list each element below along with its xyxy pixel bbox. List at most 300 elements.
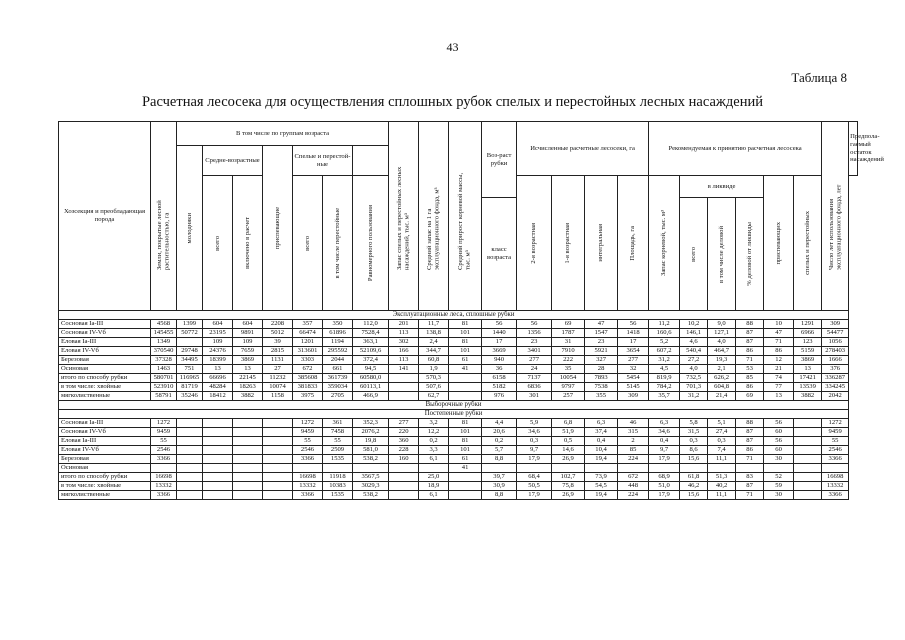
header-hozsection: Хозсекция и преобладающая порода (59, 122, 151, 311)
table-cell (794, 428, 822, 437)
table-cell: 51,3 (708, 473, 736, 482)
table-cell: 112,0 (353, 320, 389, 329)
table-cell (419, 464, 449, 473)
table-cell: 13 (794, 365, 822, 374)
table-cell: 309 (618, 392, 649, 401)
table-cell: 27,4 (708, 428, 736, 437)
table-cell: 31 (552, 338, 585, 347)
table-cell (449, 374, 482, 383)
table-cell: 12,2 (419, 428, 449, 437)
table-cell: 751 (177, 365, 203, 374)
table-cell (233, 428, 263, 437)
table-body (59, 311, 858, 500)
table-cell: 313601 (293, 347, 323, 356)
table-cell: 2546 (151, 446, 177, 455)
table-cell: 48284 (203, 383, 233, 392)
table-cell: 295592 (323, 347, 353, 356)
table-cell: 376 (822, 365, 849, 374)
table-cell: 11,2 (649, 320, 680, 329)
table-cell: 50772 (177, 329, 203, 338)
table-cell: 360 (389, 437, 419, 446)
table-row (59, 464, 858, 473)
table-cell: 3669 (482, 347, 517, 356)
table-cell: 201 (389, 320, 419, 329)
row-label: Березовая (59, 455, 151, 464)
table-cell: 4,0 (680, 365, 708, 374)
table-cell: 56 (482, 320, 517, 329)
table-cell (177, 482, 203, 491)
table-row (59, 473, 858, 482)
table-cell: 9,0 (708, 320, 736, 329)
table-cell: 10,4 (585, 446, 618, 455)
table-cell: 6,1 (419, 455, 449, 464)
table-cell: 363,1 (353, 338, 389, 347)
table-cell: 277 (389, 419, 419, 428)
table-cell (233, 419, 263, 428)
table-cell: 32 (618, 365, 649, 374)
table-cell: 385608 (293, 374, 323, 383)
table-cell: 309 (822, 320, 849, 329)
table-row (59, 437, 858, 446)
table-cell (708, 464, 736, 473)
table-cell: 12 (764, 356, 794, 365)
table-cell: 88 (736, 320, 764, 329)
header-liquid: в ликвиде (680, 176, 764, 198)
table-cell: 109 (203, 338, 233, 347)
table-cell: 20,6 (482, 428, 517, 437)
table-cell: 464,7 (708, 347, 736, 356)
table-cell: 4,6 (680, 338, 708, 347)
table-cell (794, 455, 822, 464)
table-cell (794, 419, 822, 428)
table-cell: 0,2 (419, 437, 449, 446)
table-cell: 976 (482, 392, 517, 401)
table-cell: 52 (764, 473, 794, 482)
table-row (59, 482, 858, 491)
header-stock: Запас спелых и перестойных лесных насаждений, тыс. м³ (389, 122, 419, 311)
table-cell: 25,0 (419, 473, 449, 482)
table-cell: 60 (764, 428, 794, 437)
table-cell: 52109,6 (353, 347, 389, 356)
table-cell (794, 464, 822, 473)
table-cell: 507,6 (419, 383, 449, 392)
table-cell: 109 (233, 338, 263, 347)
table-cell: 81719 (177, 383, 203, 392)
header-young: молодняки (177, 146, 203, 311)
table-cell: 74 (764, 374, 794, 383)
row-label: итого по способу рубки (59, 473, 151, 482)
table-cell: 87 (736, 482, 764, 491)
table-cell: 0,4 (649, 437, 680, 446)
table-cell: 71 (736, 356, 764, 365)
table-cell (233, 455, 263, 464)
table-cell: 784,2 (649, 383, 680, 392)
table-cell: 61,8 (680, 473, 708, 482)
table-cell (449, 383, 482, 392)
table-cell: 5159 (794, 347, 822, 356)
table-cell (389, 482, 419, 491)
table-cell: 1349 (151, 338, 177, 347)
table-cell: 71 (764, 338, 794, 347)
table-cell: 160,6 (649, 329, 680, 338)
header-liq-business: в том числе деловой (708, 198, 736, 311)
table-cell: 8,6 (680, 446, 708, 455)
table-cell: 0,5 (552, 437, 585, 446)
table-row (59, 329, 858, 338)
row-label: Осиновая (59, 365, 151, 374)
table-cell: 31,5 (680, 428, 708, 437)
table-cell: 56 (517, 320, 552, 329)
table-cell: 58791 (151, 392, 177, 401)
table-cell: 37,4 (585, 428, 618, 437)
table-cell: 2815 (263, 347, 293, 356)
table-cell: 581,0 (353, 446, 389, 455)
table-cell: 85 (736, 374, 764, 383)
table-cell: 87 (736, 428, 764, 437)
table-cell: 7893 (585, 374, 618, 383)
table-cell: 2 (618, 437, 649, 446)
table-cell: 701,3 (680, 383, 708, 392)
table-cell (203, 437, 233, 446)
table-cell: 1440 (482, 329, 517, 338)
table-cell: 19,4 (585, 491, 618, 500)
row-label: Сосновая Ia-III (59, 320, 151, 329)
table-cell (482, 464, 517, 473)
table-cell: 17 (482, 338, 517, 347)
table-cell (389, 392, 419, 401)
header-computed: Исчисленные расчетные лесосеки, га (517, 122, 649, 176)
row-label: Сосновая IV-Vб (59, 428, 151, 437)
table-cell (794, 446, 822, 455)
table-cell: 10074 (263, 383, 293, 392)
table-cell: 1356 (517, 329, 552, 338)
table-cell: 22145 (233, 374, 263, 383)
table-cell (822, 464, 849, 473)
table-cell: 14,6 (552, 446, 585, 455)
table-row (59, 392, 858, 401)
table-cell: 2208 (263, 320, 293, 329)
table-cell: 17,9 (517, 455, 552, 464)
table-cell: 1535 (323, 491, 353, 500)
table-cell: 35 (552, 365, 585, 374)
table-cell: 7,4 (708, 446, 736, 455)
table-cell: 53 (736, 365, 764, 374)
table-cell: 31,2 (680, 392, 708, 401)
table-cell: 66696 (203, 374, 233, 383)
table-cell: 26,9 (552, 455, 585, 464)
table-cell (177, 437, 203, 446)
table-cell (233, 482, 263, 491)
table-cell: 17,9 (517, 491, 552, 500)
table-cell: 30,9 (482, 482, 517, 491)
table-cell: 59 (764, 482, 794, 491)
table-cell: 11,1 (708, 455, 736, 464)
table-cell: 6,8 (552, 419, 585, 428)
table-cell: 30 (764, 455, 794, 464)
table-cell (389, 473, 419, 482)
table-cell: 10383 (323, 482, 353, 491)
table-row (59, 491, 858, 500)
table-cell: 3654 (618, 347, 649, 356)
table-cell: 523910 (151, 383, 177, 392)
table-cell: 372,4 (353, 356, 389, 365)
table-cell (552, 464, 585, 473)
table-row (59, 428, 858, 437)
table-cell: 1399 (177, 320, 203, 329)
table-cell: 68,9 (649, 473, 680, 482)
table-cell: 141 (389, 365, 419, 374)
table-cell: 16698 (822, 473, 849, 482)
table-cell: 31,2 (649, 356, 680, 365)
row-label: мягколиственные (59, 491, 151, 500)
header-mature: Спелые и перестой-ные (293, 146, 353, 176)
table-cell: 224 (618, 455, 649, 464)
table-cell: 3,2 (419, 419, 449, 428)
table-cell: 1272 (293, 419, 323, 428)
table-cell: 1666 (822, 356, 849, 365)
table-cell: 1291 (794, 320, 822, 329)
table-cell (203, 482, 233, 491)
table-cell: 2509 (323, 446, 353, 455)
table-cell: 0,3 (517, 437, 552, 446)
table-cell (263, 446, 293, 455)
table-cell: 3366 (822, 455, 849, 464)
table-cell: 13 (233, 365, 263, 374)
table-cell: 10054 (552, 374, 585, 383)
table-cell: 16698 (293, 473, 323, 482)
table-cell: 4,4 (482, 419, 517, 428)
table-cell: 2546 (293, 446, 323, 455)
table-cell: 11,7 (419, 320, 449, 329)
table-cell: 3366 (151, 455, 177, 464)
table-cell (233, 446, 263, 455)
section-title: Эксплуатационные леса, сплошные рубки (59, 311, 849, 320)
table-cell: 626,2 (708, 374, 736, 383)
table-cell: 18263 (233, 383, 263, 392)
table-cell: 661 (323, 365, 353, 374)
table-cell: 334245 (822, 383, 849, 392)
header-rem-approaching: приспевающих (764, 176, 794, 311)
table-cell: 1201 (293, 338, 323, 347)
table-row (59, 455, 858, 464)
table-cell (203, 419, 233, 428)
table-cell: 86 (764, 347, 794, 356)
table-cell: 127,1 (708, 329, 736, 338)
section-title: Постепенные рубки (59, 410, 849, 419)
table-cell: 538,2 (353, 455, 389, 464)
section-header-row (59, 410, 858, 419)
table-cell: 17,9 (649, 491, 680, 500)
table-cell: 55 (822, 437, 849, 446)
table-cell: 1463 (151, 365, 177, 374)
table-cell: 73,9 (585, 473, 618, 482)
cutting-area-table (58, 121, 884, 500)
table-cell: 0,4 (585, 437, 618, 446)
table-cell: 6,3 (585, 419, 618, 428)
table-cell: 101 (449, 329, 482, 338)
table-cell (389, 374, 419, 383)
table-cell: 41 (449, 365, 482, 374)
table-cell (203, 473, 233, 482)
table-cell: 46,2 (680, 482, 708, 491)
table-cell: 3975 (293, 392, 323, 401)
row-label: Еловая IV-Vб (59, 446, 151, 455)
table-cell: 7659 (233, 347, 263, 356)
table-cell: 87 (736, 437, 764, 446)
table-cell: 27,2 (680, 356, 708, 365)
row-label: мягколиственные (59, 392, 151, 401)
table-cell (263, 491, 293, 500)
table-cell: 381833 (293, 383, 323, 392)
table-cell: 2042 (822, 392, 849, 401)
table-cell: 60113,1 (353, 383, 389, 392)
table-row (59, 374, 858, 383)
table-cell (794, 473, 822, 482)
table-row (59, 383, 858, 392)
table-cell: 19,8 (353, 437, 389, 446)
table-cell: 604 (203, 320, 233, 329)
table-cell (177, 464, 203, 473)
table-row (59, 320, 858, 329)
table-cell (177, 446, 203, 455)
table-cell (203, 491, 233, 500)
table-cell: 9459 (293, 428, 323, 437)
table-cell: 6836 (517, 383, 552, 392)
table-cell: 71 (736, 455, 764, 464)
table-cell (263, 473, 293, 482)
row-label: Еловая Ia-III (59, 437, 151, 446)
table-cell (233, 437, 263, 446)
table-cell: 3401 (517, 347, 552, 356)
table-cell: 819,9 (649, 374, 680, 383)
table-cell: 56 (764, 437, 794, 446)
header-by-age-groups: В том числе по группам возраста (177, 122, 389, 146)
table-cell: 83 (736, 473, 764, 482)
table-cell: 87 (736, 329, 764, 338)
table-cell (736, 464, 764, 473)
table-cell: 13 (203, 365, 233, 374)
table-cell: 13332 (293, 482, 323, 491)
table-cell: 39,7 (482, 473, 517, 482)
table-cell: 55 (293, 437, 323, 446)
table-cell (293, 464, 323, 473)
table-cell: 7538 (585, 383, 618, 392)
table-cell: 361739 (323, 374, 353, 383)
table-cell: 2546 (822, 446, 849, 455)
header-middle-aged: Средне-возрастные (203, 146, 263, 176)
table-cell: 56 (764, 419, 794, 428)
row-label: Еловая IV-Vб (59, 347, 151, 356)
row-label: Еловая Ia-III (59, 338, 151, 347)
table-cell (449, 392, 482, 401)
table-cell: 448 (618, 482, 649, 491)
table-cell: 672 (293, 365, 323, 374)
table-cell: 86 (736, 347, 764, 356)
table-cell: 18412 (203, 392, 233, 401)
table-cell: 278403 (822, 347, 849, 356)
table-cell: 5,2 (649, 338, 680, 347)
row-label: в том числе: хвойные (59, 383, 151, 392)
table-cell: 9797 (552, 383, 585, 392)
page-title: Расчетная лесосека для осуществления сплошных рубок спелых и перестойных лесных насаждений (141, 94, 764, 110)
table-cell: 24376 (203, 347, 233, 356)
table-cell: 34,6 (649, 428, 680, 437)
table-cell: 277 (618, 356, 649, 365)
table-cell: 60580,0 (353, 374, 389, 383)
table-cell: 7458 (323, 428, 353, 437)
table-cell: 13539 (794, 383, 822, 392)
table-cell: 21 (764, 365, 794, 374)
table-cell: 3366 (293, 491, 323, 500)
table-cell: 15,6 (680, 455, 708, 464)
header-avg-growth: Средний прирост корневой массы, тыс. м³ (449, 122, 482, 311)
table-row (59, 419, 858, 428)
table-cell (151, 464, 177, 473)
table-cell: 2,4 (419, 338, 449, 347)
table-cell: 7528,4 (353, 329, 389, 338)
table-cell: 1,9 (419, 365, 449, 374)
table-cell: 228 (389, 446, 419, 455)
table-cell: 123 (794, 338, 822, 347)
table-cell: 68,4 (517, 473, 552, 482)
table-cell: 23 (585, 338, 618, 347)
table-cell: 302 (389, 338, 419, 347)
table-cell: 3366 (293, 455, 323, 464)
table-cell: 301 (517, 392, 552, 401)
table-cell (263, 455, 293, 464)
table-cell: 2076,2 (353, 428, 389, 437)
page-number: 43 (446, 40, 459, 54)
header-area-covered: Земли, покрытые лесной растительностью, га (151, 122, 177, 311)
table-cell (585, 464, 618, 473)
table-cell: 145455 (151, 329, 177, 338)
table-cell: 3869 (233, 356, 263, 365)
table-cell: 69 (552, 320, 585, 329)
header-liq-total: всего (680, 198, 708, 311)
table-cell: 361 (323, 419, 353, 428)
table-cell: 1272 (822, 419, 849, 428)
table-cell: 5012 (263, 329, 293, 338)
table-cell (449, 482, 482, 491)
table-cell: 3,3 (419, 446, 449, 455)
table-cell: 18399 (203, 356, 233, 365)
table-cell: 2044 (323, 356, 353, 365)
table-cell (517, 464, 552, 473)
table-cell: 75,8 (552, 482, 585, 491)
table-cell: 3882 (794, 392, 822, 401)
table-cell (233, 491, 263, 500)
table-cell: 732,5 (680, 374, 708, 383)
table-cell: 19,3 (708, 356, 736, 365)
table-cell (203, 446, 233, 455)
table-cell: 15,6 (680, 491, 708, 500)
table-cell: 116965 (177, 374, 203, 383)
header-years: Число лет использования эксплуатационного фонда, лет (822, 122, 849, 311)
table-cell: 81 (449, 419, 482, 428)
table-cell: 17 (618, 338, 649, 347)
header-ma-included: включено в расчет (233, 176, 263, 311)
table-cell: 9459 (151, 428, 177, 437)
table-cell (233, 464, 263, 473)
table-cell: 69 (736, 392, 764, 401)
table-cell: 23195 (203, 329, 233, 338)
table-cell: 47 (585, 320, 618, 329)
table-cell: 86 (736, 446, 764, 455)
section-title: Выборочные рубки (59, 401, 849, 410)
table-cell: 50,5 (517, 482, 552, 491)
table-cell: 327 (585, 356, 618, 365)
table-cell (177, 419, 203, 428)
